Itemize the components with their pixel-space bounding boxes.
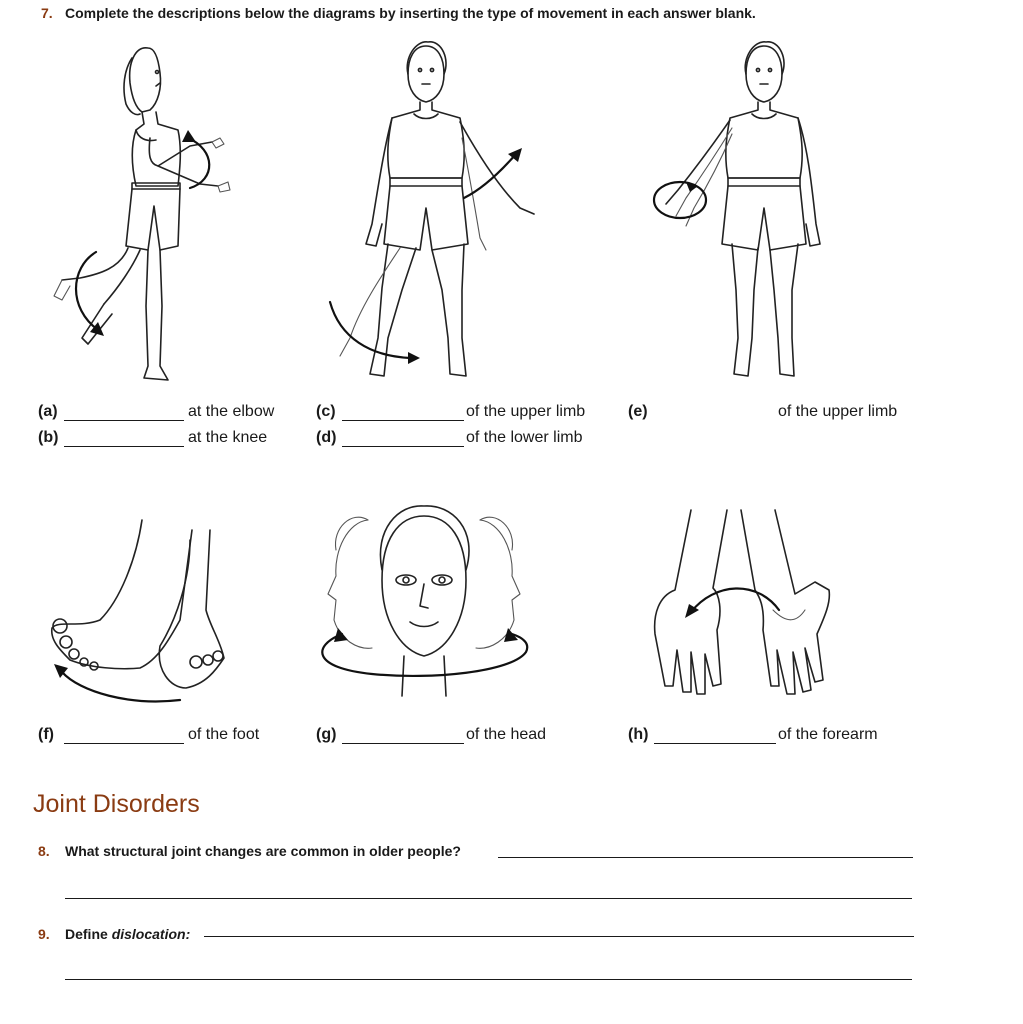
label-f: (f) <box>38 726 54 743</box>
label-b: (b) <box>38 429 59 446</box>
answer-blank-a[interactable] <box>64 420 184 421</box>
answer-blank-g[interactable] <box>342 743 464 744</box>
figure-abduction <box>320 38 560 388</box>
label-h: (h) <box>628 726 649 743</box>
question-9-number: 9. <box>38 926 50 942</box>
suffix-f: of the foot <box>188 726 260 743</box>
question-7-number: 7. <box>41 5 53 21</box>
suffix-h: of the forearm <box>778 726 878 743</box>
answer-blank-b[interactable] <box>64 446 184 447</box>
answer-line-8b[interactable] <box>65 898 912 899</box>
answer-blank-e[interactable] <box>655 420 775 421</box>
suffix-g: of the head <box>466 726 547 743</box>
suffix-a: at the elbow <box>188 403 275 420</box>
suffix-c: of the upper limb <box>466 403 586 420</box>
label-a: (a) <box>38 403 58 420</box>
figure-forearm <box>645 510 845 705</box>
question-9-text <box>65 926 190 942</box>
answer-blank-h[interactable] <box>654 743 776 744</box>
answer-line-9b[interactable] <box>65 979 912 980</box>
answer-line-8a[interactable] <box>498 857 913 858</box>
answer-blank-d[interactable] <box>342 446 464 447</box>
question-9-term: dislocation: <box>111 926 191 942</box>
section-title: Joint Disorders <box>33 790 200 818</box>
figure-circumduction <box>640 38 840 388</box>
label-c: (c) <box>316 403 336 420</box>
question-8-number: 8. <box>38 843 50 859</box>
answer-blank-f[interactable] <box>64 743 184 744</box>
answer-line-9a[interactable] <box>204 936 914 937</box>
figure-head-rotation <box>312 500 537 705</box>
figure-elbow-knee-flexion <box>40 38 250 398</box>
figure-foot <box>40 520 250 710</box>
question-7-text: Complete the descriptions below the diagrams by inserting the type of movement in each answer blank. <box>65 5 756 21</box>
suffix-d: of the lower limb <box>466 429 583 446</box>
question-9-prefix: Define <box>65 926 112 942</box>
suffix-b: at the knee <box>188 429 268 446</box>
label-g: (g) <box>316 726 337 743</box>
label-e: (e) <box>628 403 648 420</box>
answer-blank-c[interactable] <box>342 420 464 421</box>
question-8-text: What structural joint changes are common in older people? <box>65 843 461 859</box>
label-d: (d) <box>316 429 337 446</box>
suffix-e: of the upper limb <box>778 403 898 420</box>
